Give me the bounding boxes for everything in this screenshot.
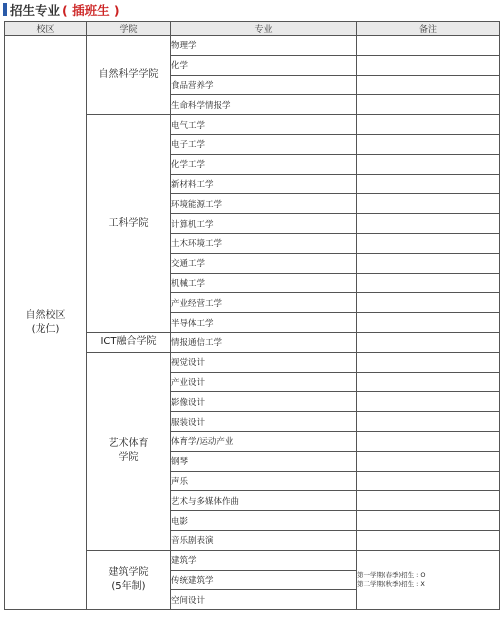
note-cell xyxy=(357,491,500,511)
note-cell xyxy=(357,372,500,392)
note-cell xyxy=(357,471,500,491)
major-cell: 艺术与多媒体作曲 xyxy=(171,491,357,511)
note-cell xyxy=(357,233,500,253)
major-cell: 情报通信工学 xyxy=(171,332,357,352)
major-cell: 交通工学 xyxy=(171,253,357,273)
note-cell xyxy=(357,293,500,313)
college-cell xyxy=(87,352,171,550)
note-line: 第一学期(春季)招生 : O xyxy=(357,570,426,579)
college-name: 艺术体育 xyxy=(108,438,149,450)
note-cell xyxy=(357,352,500,372)
major-cell: 机械工学 xyxy=(171,273,357,293)
college-name: 建筑学院 xyxy=(108,566,149,578)
major-cell: 新材料工学 xyxy=(171,174,357,194)
college-name-line2: (5年制) xyxy=(111,580,146,592)
college-name: 工科学院 xyxy=(108,217,149,229)
major-cell: 音乐剧表演 xyxy=(171,530,357,550)
major-cell: 电影 xyxy=(171,511,357,531)
header-college: 学院 xyxy=(87,22,171,36)
note-cell xyxy=(357,55,500,75)
note-cell xyxy=(357,273,500,293)
note-line: 第二学期(秋季)招生 : X xyxy=(357,579,425,588)
major-cell: 计算机工学 xyxy=(171,214,357,234)
note-cell xyxy=(357,253,500,273)
major-cell: 钢琴 xyxy=(171,451,357,471)
major-cell: 视觉设计 xyxy=(171,352,357,372)
note-cell xyxy=(357,115,500,135)
note-cell xyxy=(357,412,500,432)
major-cell: 化学工学 xyxy=(171,154,357,174)
major-cell: 影像设计 xyxy=(171,392,357,412)
table-row xyxy=(5,36,500,56)
majors-table xyxy=(4,21,500,610)
title-marker-icon xyxy=(3,3,7,16)
college-cell xyxy=(87,36,171,115)
note-cell xyxy=(357,95,500,115)
note-cell xyxy=(357,511,500,531)
major-cell: 传统建筑学 xyxy=(171,570,357,590)
note-cell xyxy=(357,154,500,174)
college-name: ICT融合学院 xyxy=(100,336,157,348)
note-cell xyxy=(357,332,500,352)
major-cell: 服装设计 xyxy=(171,412,357,432)
college-name: 自然科学学院 xyxy=(98,69,159,81)
college-cell xyxy=(87,115,171,333)
major-cell: 产业设计 xyxy=(171,372,357,392)
title-main: 招生专业 xyxy=(10,2,61,18)
major-cell: 物理学 xyxy=(171,36,357,56)
header-note: 备注 xyxy=(357,22,500,36)
section-title xyxy=(3,1,120,18)
note-cell xyxy=(357,194,500,214)
major-cell: 产业经营工学 xyxy=(171,293,357,313)
major-cell: 电子工学 xyxy=(171,134,357,154)
major-cell: 化学 xyxy=(171,55,357,75)
note-cell xyxy=(357,392,500,412)
note-cell xyxy=(357,174,500,194)
header-major: 专业 xyxy=(171,22,357,36)
note-cell xyxy=(357,313,500,333)
major-cell: 土木环境工学 xyxy=(171,233,357,253)
campus-sub: (龙仁) xyxy=(31,323,60,335)
note-cell xyxy=(357,36,500,56)
major-cell: 声乐 xyxy=(171,471,357,491)
title-sub: ( 插班生 ) xyxy=(62,2,120,18)
note-cell xyxy=(357,550,500,609)
college-cell xyxy=(87,550,171,609)
campus-name: 自然校区 xyxy=(25,309,66,321)
major-cell: 半导体工学 xyxy=(171,313,357,333)
note-cell xyxy=(357,134,500,154)
note-cell xyxy=(357,75,500,95)
major-cell: 环境能源工学 xyxy=(171,194,357,214)
college-name-line2: 学院 xyxy=(118,452,139,464)
major-cell: 体育学/运动产业 xyxy=(171,431,357,451)
college-cell xyxy=(87,332,171,352)
note-cell xyxy=(357,214,500,234)
major-cell: 食品营养学 xyxy=(171,75,357,95)
major-cell: 生命科学情报学 xyxy=(171,95,357,115)
major-cell: 电气工学 xyxy=(171,115,357,135)
note-cell xyxy=(357,530,500,550)
note-cell xyxy=(357,451,500,471)
header-campus: 校区 xyxy=(5,22,87,36)
major-cell: 建筑学 xyxy=(171,550,357,570)
campus-cell xyxy=(5,36,87,610)
note-cell xyxy=(357,431,500,451)
header-row xyxy=(5,22,500,36)
major-cell: 空间设计 xyxy=(171,590,357,610)
